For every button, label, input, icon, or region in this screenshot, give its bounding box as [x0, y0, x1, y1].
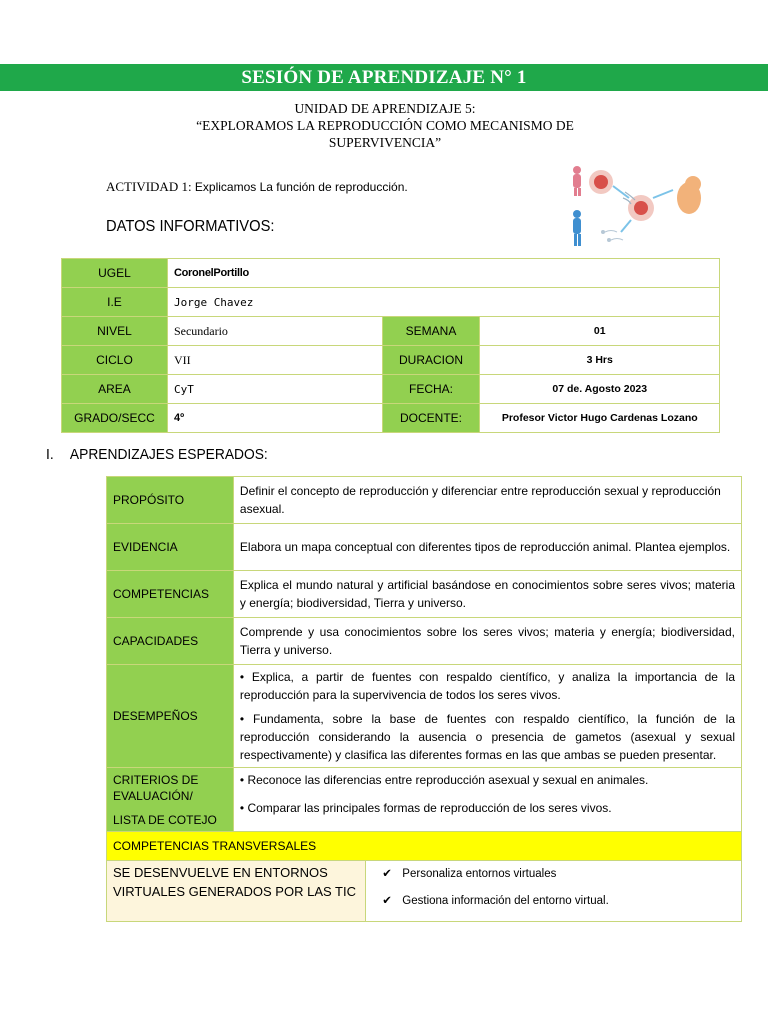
duracion-value: 3 Hrs — [480, 346, 720, 375]
session-title-banner — [0, 64, 768, 91]
checklist-item-label: Gestiona información del entorno virtual. — [402, 895, 609, 907]
competencias-transversales-label: COMPETENCIAS TRANSVERSALES — [107, 832, 742, 861]
man-figure-icon — [573, 210, 581, 246]
ciclo-value: VII — [167, 346, 382, 375]
tic-competence-label: SE DESENVUELVE EN ENTORNOS VIRTUALES GENERADOS POR LAS TIC — [107, 861, 366, 922]
woman-figure-icon — [573, 166, 581, 196]
fecha-label: FECHA: — [382, 375, 480, 404]
evidencia-label: EVIDENCIA — [107, 524, 234, 571]
competencias-text: Explica el mundo natural y artificial basándose en conocimientos sobre seres vivos; materia y energía; biodiversidad, Tierra y universo. — [233, 571, 741, 618]
capacidades-label: CAPACIDADES — [107, 618, 234, 665]
checklist-item — [382, 861, 733, 888]
unidad-line-3: SUPERVIVENCIA” — [328, 135, 442, 150]
unidad-heading — [100, 100, 670, 151]
table-row — [107, 861, 742, 922]
capacidades-text: Comprende y usa conocimientos sobre los seres vivos; materia y energía; biodiversidad, Tierra y universo. — [233, 618, 741, 665]
area-value: CyT — [167, 375, 382, 404]
arrow-line — [653, 190, 673, 198]
actividad-text: Explicamos La función de reproducción. — [191, 180, 408, 194]
semana-label: SEMANA — [382, 317, 480, 346]
section-heading — [46, 446, 268, 463]
table-row — [107, 571, 742, 618]
actividad-label: ACTIVIDAD 1: — [106, 179, 192, 194]
table-row — [62, 288, 720, 317]
area-label: AREA — [62, 375, 168, 404]
table-row — [107, 665, 742, 768]
criterios-label — [107, 768, 234, 832]
desempeno-item: • Fundamenta, sobre la base de fuentes con respaldo científico, la función de la reproducción considerando la ausencia o presencia de gametos (asexual y sexual respectivamente) y clasifica las diferentes formas en las que ambas se pueden presentar. — [239, 712, 735, 762]
desempeno-item: • Explica, a partir de fuentes con respaldo científico, y analiza la importancia de la reproducción para la supervivencia de todos los seres vivos. — [239, 670, 735, 702]
fetus-icon — [677, 176, 701, 214]
table-row — [107, 477, 742, 524]
checklist-item-label: Personaliza entornos virtuales — [402, 868, 557, 880]
datos-informativos-title: DATOS INFORMATIVOS: — [106, 218, 275, 235]
datos-informativos-table — [61, 258, 720, 433]
criterios-cell — [233, 768, 741, 832]
nivel-value: Secundario — [167, 317, 382, 346]
table-row — [107, 768, 742, 832]
table-row — [62, 375, 720, 404]
checklist-item — [382, 888, 733, 915]
nivel-label: NIVEL — [62, 317, 168, 346]
unidad-line-1: UNIDAD DE APRENDIZAJE 5: — [294, 101, 476, 116]
section-title: APRENDIZAJES ESPERADOS: — [69, 446, 268, 463]
aprendizajes-table — [106, 476, 742, 922]
tic-checklist — [366, 861, 742, 922]
table-row — [62, 346, 720, 375]
table-row — [107, 618, 742, 665]
table-row — [62, 404, 720, 433]
proposito-label: PROPÓSITO — [107, 477, 234, 524]
ciclo-label: CICLO — [62, 346, 168, 375]
grado-label: GRADO/SECC — [62, 404, 168, 433]
desempenos-label: DESEMPEÑOS — [107, 665, 234, 768]
check-icon: ✔ — [382, 895, 392, 907]
ugel-label: UGEL — [62, 259, 168, 288]
ie-label: I.E — [62, 288, 168, 317]
competencias-label: COMPETENCIAS — [107, 571, 234, 618]
criterio-item: • Comparar las principales formas de reproducción de los seres vivos. — [239, 801, 612, 815]
docente-value: Profesor Victor Hugo Cardenas Lozano — [480, 404, 720, 433]
ugel-value: CoronelPortillo — [167, 259, 719, 288]
desempenos-cell — [233, 665, 741, 768]
proposito-text: Definir el concepto de reproducción y diferenciar entre reproducción sexual y reproducción asexual. — [233, 477, 741, 524]
table-row — [62, 317, 720, 346]
actividad-line — [106, 179, 408, 195]
criterios-label-line-2: LISTA DE COTEJO — [113, 813, 217, 827]
unidad-line-2: “EXPLORAMOS LA REPRODUCCIÓN COMO MECANISMO DE — [196, 118, 574, 133]
table-row — [62, 259, 720, 288]
table-row — [107, 832, 742, 861]
arrow-line — [613, 186, 629, 198]
arrow-line — [621, 220, 631, 232]
ie-value: Jorge Chavez — [167, 288, 719, 317]
check-icon: ✔ — [382, 868, 392, 880]
criterios-label-line-1: CRITERIOS DE EVALUACIÓN/ — [113, 773, 199, 803]
docente-label: DOCENTE: — [382, 404, 480, 433]
reproduction-illustration — [565, 162, 705, 250]
table-row — [107, 524, 742, 571]
criterio-item: • Reconoce las diferencias entre reproducción asexual y sexual en animales. — [239, 773, 649, 787]
semana-value: 01 — [480, 317, 720, 346]
section-number: I. — [46, 446, 54, 463]
fecha-value: 07 de. Agosto 2023 — [480, 375, 720, 404]
session-title: SESIÓN DE APRENDIZAJE N° 1 — [241, 66, 527, 88]
duracion-label: DURACION — [382, 346, 480, 375]
evidencia-text: Elabora un mapa conceptual con diferentes tipos de reproducción animal. Plantea ejemplos. — [233, 524, 741, 571]
egg-cell-icon — [589, 170, 613, 194]
grado-value: 4º — [167, 404, 382, 433]
sperm-cells-icon — [601, 230, 623, 242]
